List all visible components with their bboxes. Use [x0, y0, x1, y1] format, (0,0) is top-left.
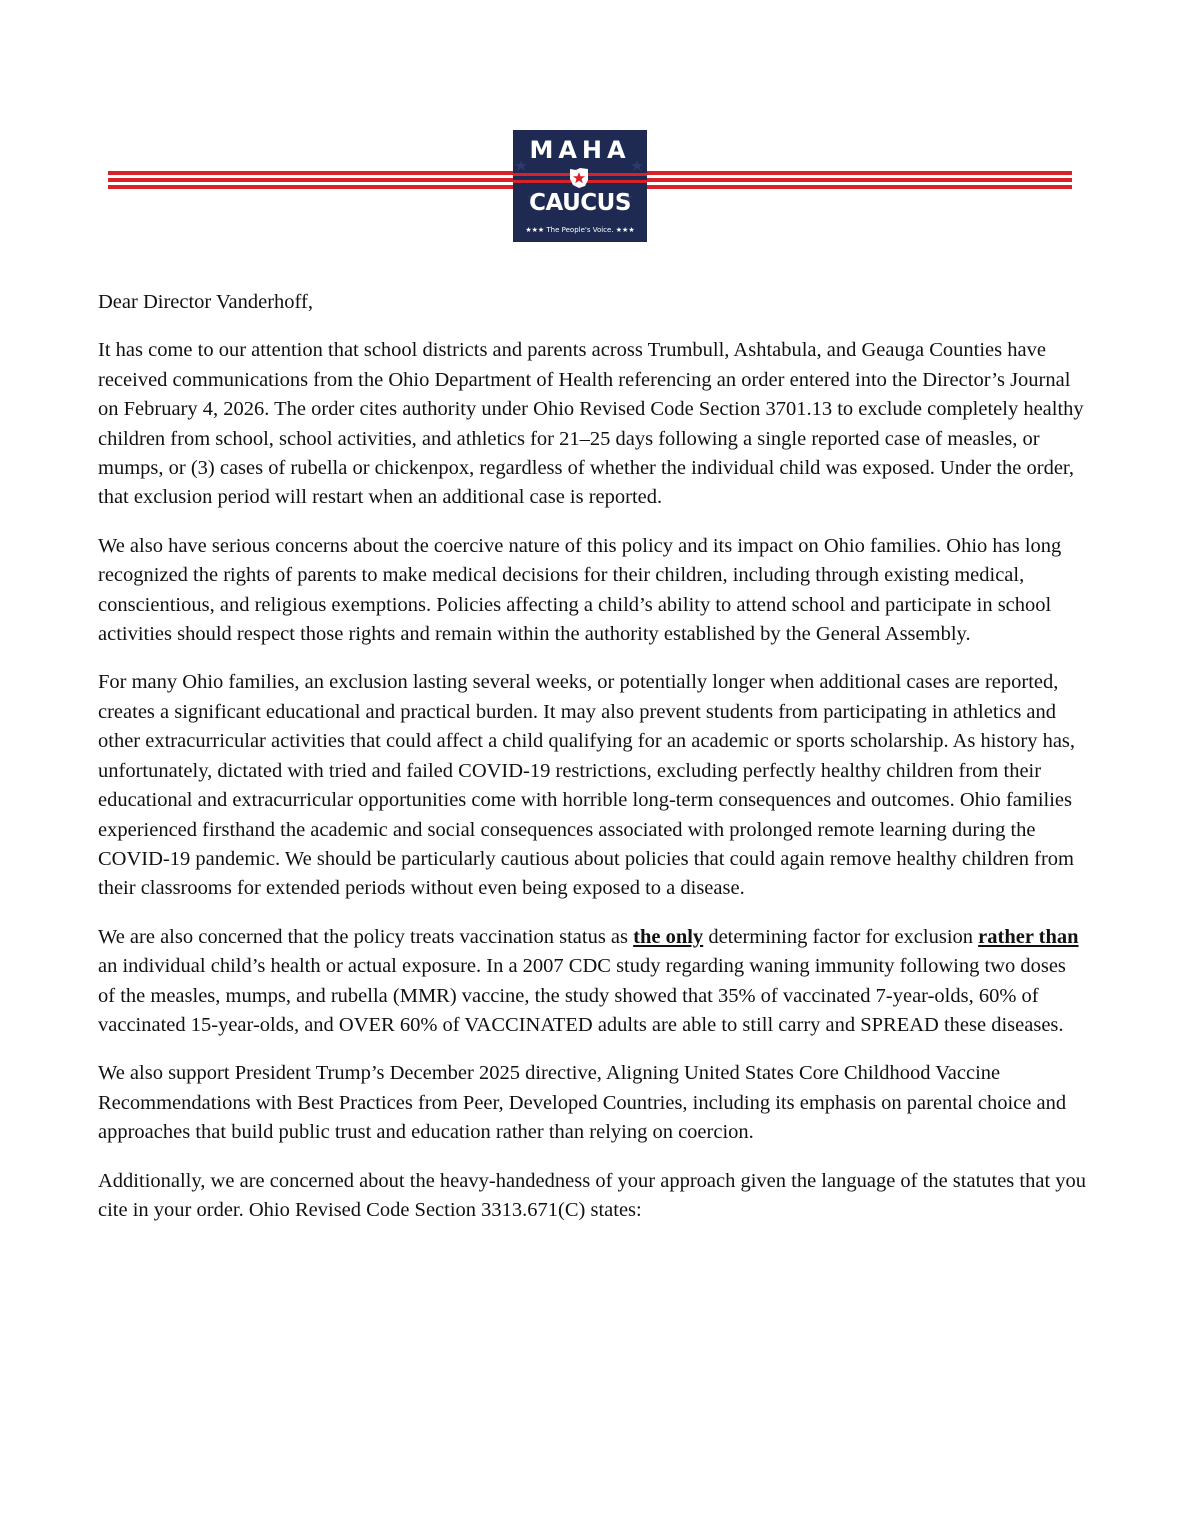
- emphasis-the-only: the only: [633, 925, 704, 948]
- emphasis-rather-than: rather than: [978, 925, 1079, 948]
- logo-caucus-text: CAUCUS: [529, 190, 631, 216]
- paragraph-6: Additionally, we are concerned about the heavy-handedness of your approach given the language of the statutes that you cite in your order. Ohio Revised Code Section 3313.671(C) states:: [98, 1169, 1087, 1221]
- paragraph-4-text: an individual child’s health or actual exposure. In a 2007 CDC study regarding waning immunity following two doses of the measles, mumps, and rubella (MMR) vaccine, the study showed that 35% of vaccinated 7-year-olds, 60% of vaccinated 15-year-olds, and OVER 60% of VACCINATED adults are able to still carry and SPREAD these diseases.: [98, 955, 1066, 1036]
- ohio-state-star-icon: [568, 167, 590, 189]
- letter-body: [98, 288, 1088, 1244]
- paragraph-5: We also support President Trump’s December 2025 directive, Aligning United States Core Childhood Vaccine Recommendations with Best Practices from Peer, Developed Countries, including its emphasis on parental choice and approaches that build public trust and education rather than relying on coercion.: [98, 1062, 1067, 1144]
- salutation: Dear Director Vanderhoff,: [98, 291, 313, 313]
- logo-maha-text: MAHA: [529, 136, 631, 164]
- paragraph-4-text: determining factor for exclusion: [703, 925, 979, 948]
- letterhead-stripe-left: [108, 171, 516, 175]
- logo-tagline: ★★★ The People's Voice. ★★★: [525, 226, 635, 234]
- paragraph-4: [98, 923, 1088, 1041]
- maha-caucus-logo: [513, 130, 647, 242]
- paragraph-4-text: We are also concerned that the policy treats vaccination status as: [98, 925, 634, 948]
- letterhead-stripe-right: [646, 178, 1072, 182]
- letterhead-stripe-right: [646, 185, 1072, 189]
- paragraph-1: It has come to our attention that school districts and parents across Trumbull, Ashtabula, and Geauga Counties have received communications from the Ohio Department of Health referencing an order entered into the Director’s Journal on February 4, 2026. The order cites authority under Ohio Revised Code Section 3701.13 to exclude completely healthy children from school, school activities, and athletics for 21–25 days following a single reported case of measles, or mumps, or (3) cases of rubella or chickenpox, regardless of whether the individual child was exposed. Under the order, that exclusion period will restart when an additional case is reported.: [98, 339, 1084, 509]
- letterhead-stripe-right: [646, 171, 1072, 175]
- paragraph-2: We also have serious concerns about the coercive nature of this policy and its impact on Ohio families. Ohio has long recognized the rights of parents to make medical decisions for their children, including through existing medical, conscientious, and religious exemptions. Policies affecting a child’s ability to attend school and participate in school activities should respect those rights and remain within the authority established by the General Assembly.: [98, 534, 1062, 646]
- letterhead-stripe-left: [108, 178, 516, 182]
- letterhead-stripe-left: [108, 185, 516, 189]
- paragraph-3: For many Ohio families, an exclusion lasting several weeks, or potentially longer when additional cases are reported, creates a significant educational and practical burden. It may also prevent students from participating in athletics and other extracurricular activities that could affect a child qualifying for an academic or sports scholarship. As history has, unfortunately, dictated with tried and failed COVID-19 restrictions, excluding perfectly healthy children from their educational and extracurricular opportunities come with horrible long-term consequences and outcomes. Ohio families experienced firsthand the academic and social consequences associated with prolonged remote learning during the COVID-19 pandemic. We should be particularly cautious about policies that could again remove healthy children from their classrooms for extended periods without even being exposed to a disease.: [98, 671, 1076, 900]
- letterhead: [0, 0, 1190, 260]
